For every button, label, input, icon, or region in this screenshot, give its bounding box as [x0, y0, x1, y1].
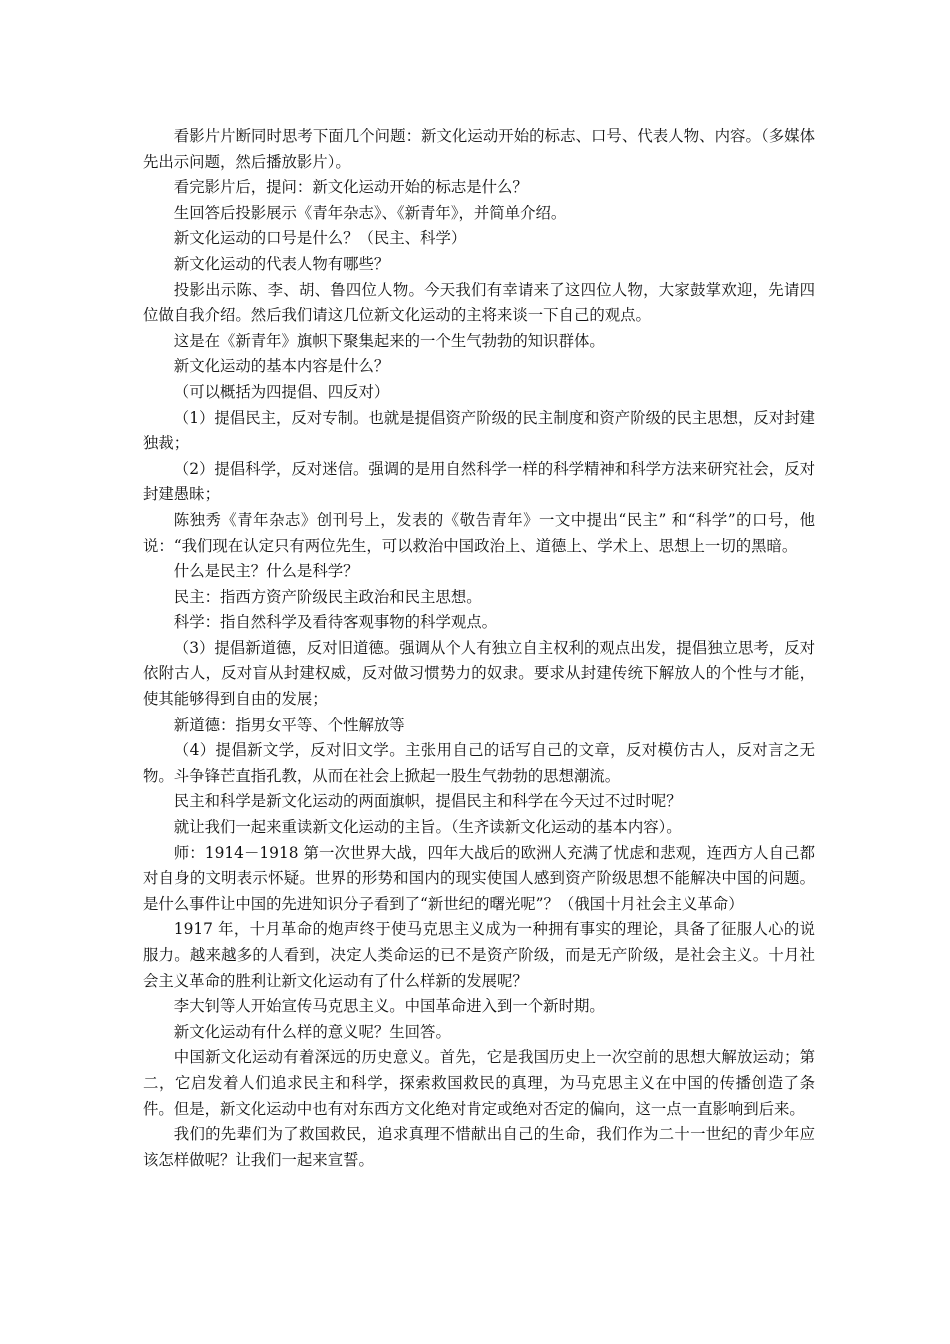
paragraph: 看完影片后，提问：新文化运动开始的标志是什么？	[173, 178, 528, 197]
paragraph: 我们的先辈们为了救国救民，追求真理不惜献出自己的生命，我们作为二十一世纪的青少年应该怎样做呢？让我们一起来宣誓。	[143, 1125, 815, 1169]
paragraph: 民主：指西方资产阶级民主政治和民主思想。	[173, 587, 482, 606]
paragraph: 生回答后投影展示《青年杂志》、《新青年》，并简单介绍。	[173, 203, 567, 222]
paragraph: 民主和科学是新文化运动的两面旗帜，提倡民主和科学在今天过不过时呢？	[173, 792, 682, 811]
paragraph: 新文化运动的基本内容是什么？	[173, 357, 390, 376]
paragraph: 就让我们一起来重读新文化运动的主旨。（生齐读新文化运动的基本内容）。	[173, 818, 682, 837]
paragraph: 什么是民主？什么是科学？	[173, 562, 359, 581]
paragraph: （可以概括为四提倡、四反对）	[173, 382, 390, 401]
paragraph: 科学：指自然科学及看待客观事物的科学观点。	[173, 613, 498, 632]
paragraph: （3）提倡新道德，反对旧道德。强调从个人有独立自主权利的观点出发，提倡独立思考，反对依附古人，反对盲从封建权威，反对做习惯势力的奴隶。要求从封建传统下解放人的个性与才能，使其能够得到自由的发展；	[143, 638, 815, 709]
paragraph: 李大钊等人开始宣传马克思主义。中国革命进入到一个新时期。	[173, 997, 605, 1016]
paragraph: 新文化运动的口号是什么？（民主、科学）	[173, 229, 467, 248]
paragraph: 新文化运动的代表人物有哪些？	[173, 254, 390, 273]
paragraph: 中国新文化运动有着深远的历史意义。首先，它是我国历史上一次空前的思想大解放运动；第二，它启发着人们追求民主和科学，探索救国救民的真理，为马克思主义在中国的传播创造了条件。但是，新文化运动中也有对东西方文化绝对肯定或绝对否定的偏向，这一点一直影响到后来。	[143, 1048, 815, 1118]
paragraph: 1917 年，十月革命的炮声终于使马克思主义成为一种拥有事实的理论，具备了征服人心的说服力。越来越多的人看到，决定人类命运的已不是资产阶级，而是无产阶级，是社会主义。十月社会主义革命的胜利让新文化运动有了什么样新的发展呢？	[143, 920, 815, 990]
paragraph: 看影片片断同时思考下面几个问题：新文化运动开始的标志、口号、代表人物、内容。（多媒体先出示问题，然后播放影片）。	[143, 127, 815, 171]
paragraph: 陈独秀《青年杂志》创刊号上，发表的《敬告青年》一文中提出“民主” 和“科学”的口号，他说：“我们现在认定只有两位先生，可以救治中国政治上、道德上、学术上、思想上一切的黑暗。	[143, 510, 815, 555]
document-body	[143, 124, 815, 1173]
paragraph: 师：1914－1918 第一次世界大战，四年大战后的欧洲人充满了忧虑和悲观，连西方人自己都对自身的文明表示怀疑。世界的形势和国内的现实使国人感到资产阶级思想不能解决中国的问题。是什么事件让中国的先进知识分子看到了“新世纪的曙光呢”？（俄国十月社会主义革命）	[143, 843, 815, 913]
paragraph: 投影出示陈、李、胡、鲁四位人物。今天我们有幸请来了这四位人物，大家鼓掌欢迎，先请四位做自我介绍。然后我们请这几位新文化运动的主将来谈一下自己的观点。	[143, 280, 815, 325]
paragraph: 新文化运动有什么样的意义呢？生回答。	[173, 1022, 451, 1041]
paragraph: 这是在《新青年》旗帜下聚集起来的一个生气勃勃的知识群体。	[173, 331, 605, 350]
paragraph: 新道德：指男女平等、个性解放等	[173, 715, 405, 734]
paragraph: （4）提倡新文学，反对旧文学。主张用自己的话写自己的文章，反对模仿古人，反对言之无物。斗争锋芒直指孔教，从而在社会上掀起一股生气勃勃的思想潮流。	[143, 741, 815, 785]
paragraph: （1）提倡民主，反对专制。也就是提倡资产阶级的民主制度和资产阶级的民主思想，反对封建独裁；	[143, 408, 815, 453]
paragraph: （2）提倡科学，反对迷信。强调的是用自然科学一样的科学精神和科学方法来研究社会，反对封建愚昧；	[143, 459, 815, 504]
